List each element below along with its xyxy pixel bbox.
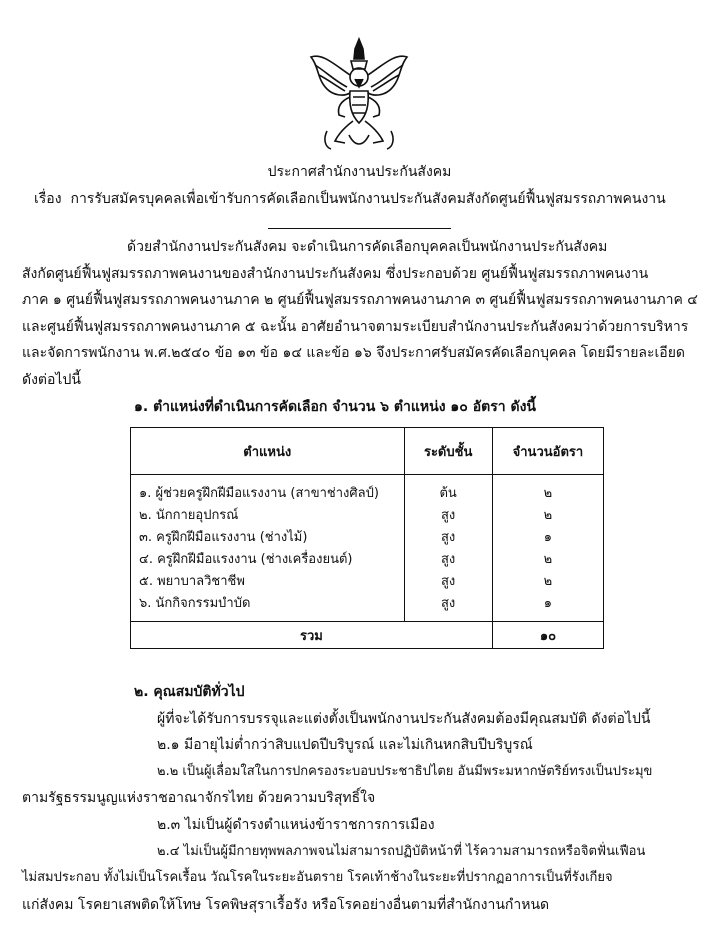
position-level: สูง <box>404 569 492 591</box>
intro-line-6: ดังต่อไปนี้ <box>22 372 81 388</box>
qualification-2-2-line-2: ตามรัฐธรรมนูญแห่งราชอาณาจักรไทย ด้วยความบริสุทธิ์ใจ <box>22 790 376 806</box>
table-row <box>131 475 604 504</box>
qualification-2-4-line-2: ไม่สมประกอบ ทั้งไม่เป็นโรคเรื้อน วัณโรคในระยะอันตราย โรคเท้าช้างในระยะที่ปรากฏอาการเป็นที่รังเกียจ <box>22 870 613 885</box>
section-2-heading: ๒. คุณสมบัติทั่วไป <box>134 684 245 700</box>
position-quota: ๒ <box>492 547 603 569</box>
subject-text: การรับสมัครบุคคลเพื่อเข้ารับการคัดเลือกเป็นพนักงานประกันสังคมสังกัดศูนย์ฟื้นฟูสมรรถภาพคนงาน <box>70 191 666 207</box>
position-quota: ๒ <box>492 569 603 591</box>
intro-line-4: และศูนย์ฟื้นฟูสมรรถภาพคนงานภาค ๕ ฉะนั้น อาศัยอำนาจตามระเบียบสำนักงานประกันสังคมว่าด้วยการบริหาร <box>22 319 689 335</box>
subject-label: เรื่อง <box>34 191 62 207</box>
position-quota: ๒ <box>492 503 603 525</box>
total-label: รวม <box>131 622 493 649</box>
position-level: สูง <box>404 591 492 622</box>
position-name: ๕. พยาบาลวิชาชีพ <box>139 573 245 589</box>
position-name: ๑. ผู้ช่วยครูฝึกฝีมือแรงงาน (สาขาช่างศิลป์) <box>139 485 379 501</box>
intro-line-2: สังกัดศูนย์ฟื้นฟูสมรรถภาพคนงานของสำนักงานประกันสังคม ซึ่งประกอบด้วย ศูนย์ฟื้นฟูสมรรถภาพคนงาน <box>22 266 649 282</box>
position-name: ๖. นักกิจกรรมบำบัด <box>139 595 251 611</box>
qualification-2-2-line-1: ๒.๒ เป็นผู้เลื่อมใสในการปกครองระบอบประชาธิปไตย อันมีพระมหากษัตริย์ทรงเป็นประมุข <box>157 764 653 779</box>
header-position: ตำแหน่ง <box>131 428 405 475</box>
table-header-row <box>131 428 604 475</box>
intro-line-5: และจัดการพนักงาน พ.ศ.๒๕๔๐ ข้อ ๑๓ ข้อ ๑๔ และข้อ ๑๖ จึงประกาศรับสมัครคัดเลือกบุคคล โดยมีรายละเอียด <box>22 345 685 361</box>
qualification-2-3: ๒.๓ ไม่เป็นผู้ดำรงตำแหน่งข้าราชการการเมือง <box>157 817 435 833</box>
table-row <box>131 569 604 591</box>
table-row <box>131 547 604 569</box>
subject-line <box>34 190 666 208</box>
position-level: ต้น <box>404 475 492 504</box>
position-name: ๔. ครูฝึกฝีมือแรงงาน (ช่างเครื่องยนต์) <box>139 551 353 567</box>
positions-table <box>130 427 604 649</box>
section-2-lead: ผู้ที่จะได้รับการบรรจุและแต่งตั้งเป็นพนักงานประกันสังคมต้องมีคุณสมบัติ ดังต่อไปนี้ <box>157 711 651 727</box>
section-1-heading: ๑. ตำแหน่งที่ดำเนินการคัดเลือก จำนวน ๖ ตำแหน่ง ๑๐ อัตรา ดังนี้ <box>134 399 536 415</box>
position-level: สูง <box>404 547 492 569</box>
table-total-row <box>131 622 604 649</box>
intro-line-3: ภาค ๑ ศูนย์ฟื้นฟูสมรรถภาพคนงานภาค ๒ ศูนย์ฟื้นฟูสมรรถภาพคนงานภาค ๓ ศูนย์ฟื้นฟูสมรรถภาพคนงานภาค ๔ <box>22 292 698 308</box>
title-divider <box>268 228 451 229</box>
position-quota: ๑ <box>492 525 603 547</box>
qualification-2-1: ๒.๑ มีอายุไม่ต่ำกว่าสิบแปดปีบริบูรณ์ และไม่เกินหกสิบปีบริบูรณ์ <box>157 737 533 753</box>
announcement-title: ประกาศสำนักงานประกันสังคม <box>267 164 452 180</box>
total-value: ๑๐ <box>492 622 603 649</box>
table-row <box>131 591 604 622</box>
garuda-emblem <box>305 35 413 153</box>
position-level: สูง <box>404 525 492 547</box>
qualification-2-4-line-3: แก่สังคม โรคยาเสพติดให้โทษ โรคพิษสุราเรื้อรัง หรือโรคอย่างอื่นตามที่สำนักงานกำหนด <box>22 897 550 913</box>
intro-line-1: ด้วยสำนักงานประกันสังคม จะดำเนินการคัดเลือกบุคคลเป็นพนักงานประกันสังคม <box>127 239 608 255</box>
position-level: สูง <box>404 503 492 525</box>
header-quota: จำนวนอัตรา <box>492 428 603 475</box>
header-level: ระดับชั้น <box>404 428 492 475</box>
qualification-2-4-line-1: ๒.๔ ไม่เป็นผู้มีกายทุพพลภาพจนไม่สามารถปฏิบัติหน้าที่ ไร้ความสามารถหรือจิตฟั่นเฟือน <box>157 844 646 859</box>
table-row <box>131 525 604 547</box>
position-name: ๓. ครูฝึกฝีมือแรงงาน (ช่างไม้) <box>139 529 308 545</box>
table-row <box>131 503 604 525</box>
position-quota: ๒ <box>492 475 603 504</box>
position-name: ๒. นักกายอุปกรณ์ <box>139 507 239 523</box>
position-quota: ๑ <box>492 591 603 622</box>
